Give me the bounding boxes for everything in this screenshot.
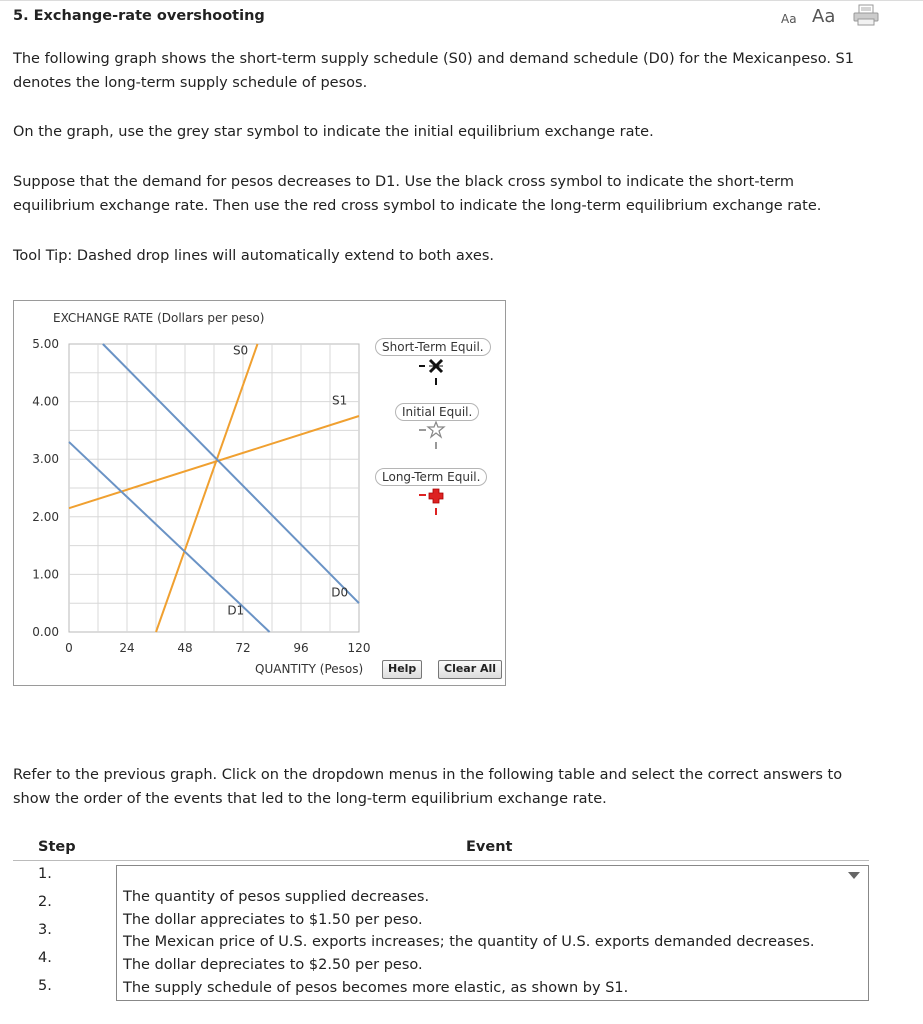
decrease-font-button[interactable]: Aa — [781, 12, 797, 26]
x-axis-title: QUANTITY (Pesos) — [255, 662, 364, 676]
increase-font-button[interactable]: Aa — [812, 6, 836, 27]
curve-label-s0: S0 — [232, 343, 249, 358]
dropdown-option[interactable]: The Mexican price of U.S. exports increases; the quantity of U.S. exports demanded decreases. — [123, 934, 815, 950]
step-number: 1. — [38, 866, 52, 882]
print-icon[interactable] — [853, 4, 879, 30]
y-tick-label: 5.00 — [32, 337, 59, 351]
x-tick-label: 0 — [65, 641, 73, 655]
help-button[interactable]: Help — [382, 660, 422, 679]
x-tick-label: 72 — [235, 641, 251, 655]
curve-label-d1: D1 — [227, 603, 245, 618]
y-axis-title: EXCHANGE RATE (Dollars per peso) — [53, 311, 265, 325]
question-title: 5. Exchange-rate overshooting — [13, 8, 265, 24]
step-number: 4. — [38, 950, 52, 966]
curve-label-s1: S1 — [332, 393, 348, 408]
red-cross-icon[interactable] — [417, 487, 457, 523]
table-header-divider — [13, 860, 869, 861]
x-tick-label: 24 — [119, 641, 135, 655]
x-tick-label: 96 — [293, 641, 309, 655]
grey-star-icon[interactable] — [417, 421, 457, 457]
x-tick-label: 120 — [347, 641, 371, 655]
curve-label-d0: D0 — [331, 585, 349, 600]
y-tick-label: 1.00 — [32, 567, 59, 582]
initial-equil-label: Initial Equil. — [395, 403, 479, 421]
step-number: 3. — [38, 922, 52, 938]
chevron-down-icon[interactable] — [848, 872, 860, 879]
top-divider — [0, 0, 923, 1]
step-column-header: Step — [38, 839, 76, 855]
instruction-paragraph-1: The following graph shows the short-term supply schedule (S0) and demand schedule (D0) for the Mexicanpeso. S1 denotes the long-term supply schedule of pesos. — [13, 51, 854, 91]
step-number: 5. — [38, 978, 52, 994]
graph-panel — [13, 300, 506, 686]
x-tick-label: 48 — [177, 641, 193, 655]
event-dropdown-list — [116, 886, 869, 1001]
black-cross-icon[interactable] — [417, 358, 457, 394]
dropdown-option[interactable]: The dollar appreciates to $1.50 per peso. — [123, 912, 423, 928]
dropdown-option[interactable]: The quantity of pesos supplied decreases. — [123, 889, 430, 905]
event-column-header: Event — [466, 839, 513, 855]
question-2-text: Refer to the previous graph. Click on the dropdown menus in the following table and select the correct answers to show the order of the events that led to the long-term equilibrium exchange rate. — [13, 767, 843, 807]
y-tick-label: 2.00 — [32, 509, 59, 524]
event-dropdown-step-1[interactable] — [116, 865, 869, 887]
step-number: 2. — [38, 894, 52, 910]
instruction-paragraph-3: Suppose that the demand for pesos decreases to D1. Use the black cross symbol to indicate the short-term equilibrium exchange rate. Then use the red cross symbol to indicate the long-term equilibrium exchange rate. — [13, 174, 822, 214]
long-term-equil-label: Long-Term Equil. — [375, 468, 487, 486]
short-term-equil-label: Short-Term Equil. — [375, 338, 491, 356]
dropdown-option[interactable]: The dollar depreciates to $2.50 per peso. — [123, 957, 423, 973]
y-tick-label: 3.00 — [32, 452, 59, 467]
y-tick-label: 4.00 — [32, 394, 59, 409]
clear-all-button[interactable]: Clear All — [438, 660, 502, 679]
dropdown-option[interactable]: The supply schedule of pesos becomes more elastic, as shown by S1. — [123, 980, 629, 996]
y-tick-label: 0.00 — [32, 625, 59, 639]
instruction-paragraph-2: On the graph, use the grey star symbol to indicate the initial equilibrium exchange rate. — [13, 124, 654, 140]
tool-tip-text: Tool Tip: Dashed drop lines will automatically extend to both axes. — [13, 248, 495, 264]
